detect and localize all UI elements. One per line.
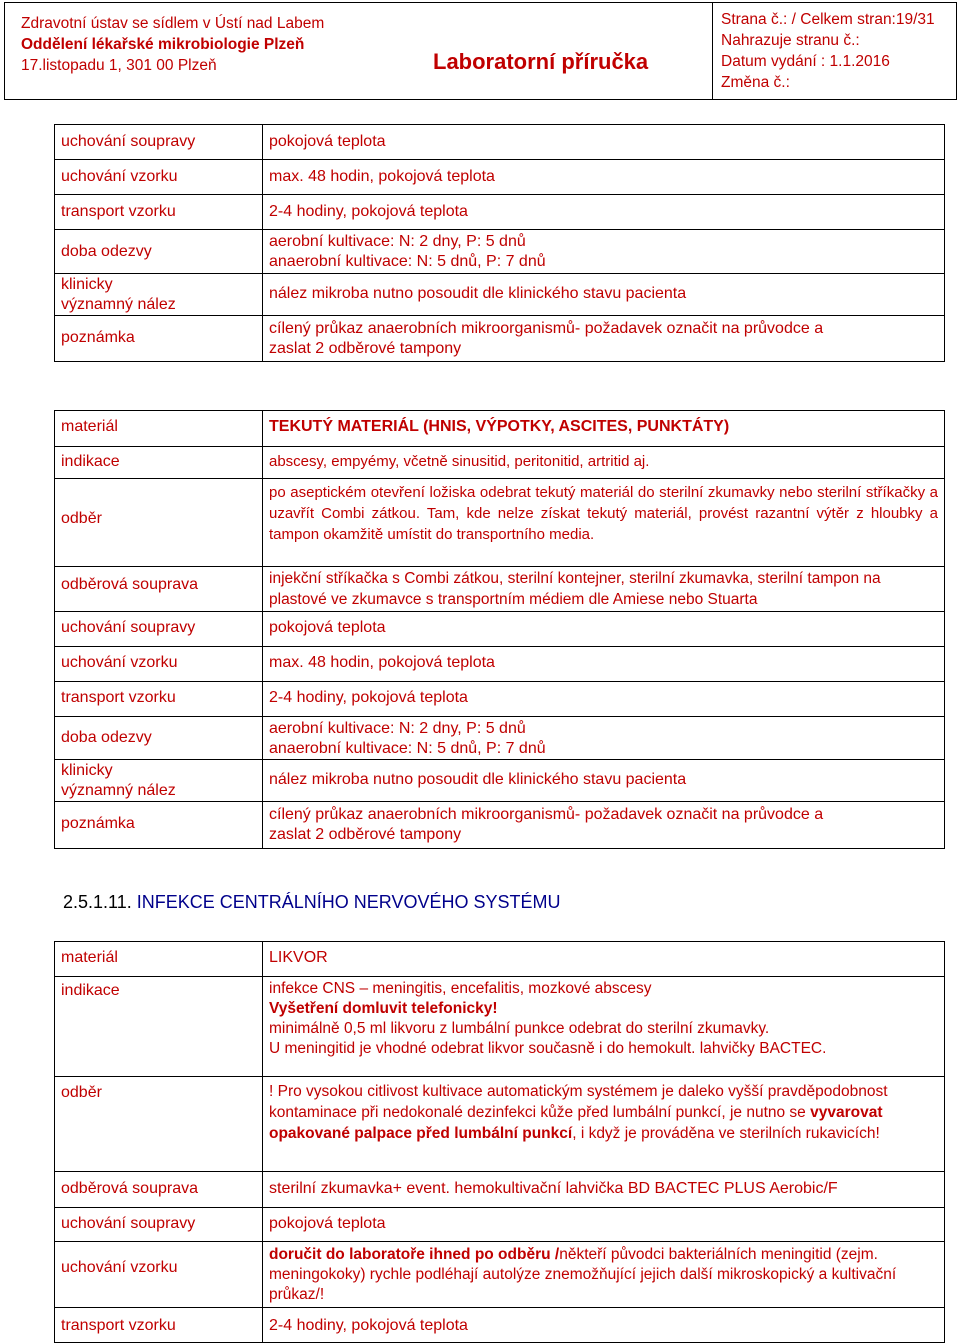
warning-text: , i když je prováděna ve sterilních rukavicích! — [572, 1125, 880, 1142]
table-row — [55, 760, 945, 802]
table-row — [55, 1308, 945, 1343]
table-row — [55, 717, 945, 760]
material-title: LIKVOR — [263, 942, 945, 977]
row-label-line: významný nález — [61, 782, 176, 799]
note-line: zaslat 2 odběrové tampony — [269, 340, 462, 357]
collection-line: U meningitid je vhodné odebrat likvor současně i do hemokult. lahvičky BACTEC. — [269, 1040, 827, 1057]
warning-emphasis: vyvarovat opakované palpace před lumbální punkcí — [269, 1104, 883, 1142]
row-label: indikace — [55, 977, 263, 1077]
row-label: odběrová souprava — [55, 1172, 263, 1208]
row-value — [263, 717, 945, 760]
row-value — [263, 230, 945, 274]
department-name: Oddělení lékařské mikrobiologie Plzeň — [21, 36, 305, 53]
row-label: uchování vzorku — [55, 647, 263, 682]
row-value: po aseptickém otevření ložiska odebrat tekutý materiál do sterilní zkumavky nebo sterilní stříkačky a uzavřít Combi zátkou. Tam, kde nelze získat tekutý materiál, provést razantní výtěr z hloubky a tampon okamžitě umístit do transportního media. — [263, 479, 945, 567]
row-value — [263, 1077, 945, 1172]
issue-date: Datum vydání : 1.1.2016 — [721, 53, 890, 70]
table-row — [55, 1077, 945, 1172]
replaces-page: Nahrazuje stranu č.: — [721, 32, 860, 49]
table-row — [55, 647, 945, 682]
row-value — [263, 1242, 945, 1308]
row-label-line: klinicky — [61, 762, 113, 779]
row-label: transport vzorku — [55, 682, 263, 717]
row-label: uchování soupravy — [55, 125, 263, 160]
row-value — [263, 977, 945, 1077]
row-label: indikace — [55, 447, 263, 479]
table-row — [55, 274, 945, 316]
table-row — [55, 802, 945, 849]
row-value — [263, 316, 945, 362]
aerobic-response: aerobní kultivace: N: 2 dny, P: 5 dnů — [269, 720, 526, 737]
row-label: materiál — [55, 411, 263, 447]
row-label: transport vzorku — [55, 195, 263, 230]
row-label: uchování soupravy — [55, 612, 263, 647]
anaerobic-response: anaerobní kultivace: N: 5 dnů, P: 7 dnů — [269, 740, 546, 757]
section-number: 2.5.1.11. — [63, 892, 132, 912]
table-row — [55, 1172, 945, 1208]
change-number: Změna č.: — [721, 74, 790, 91]
section-heading — [63, 892, 561, 913]
delivery-note: někteří původci bakteriálních meningitid (zejm. meningokoky) rychle podléhají autolýze znemožňující jejich další mikroskopický a kultivační průkaz/! — [269, 1246, 897, 1303]
collection-line: minimálně 0,5 ml likvoru z lumbální punkce odebrat do sterilní zkumavky. — [269, 1020, 770, 1037]
row-label: doba odezvy — [55, 717, 263, 760]
row-label: odběr — [55, 1077, 263, 1172]
table-row — [55, 479, 945, 567]
row-label — [55, 760, 263, 802]
table-row — [55, 567, 945, 612]
note-line: zaslat 2 odběrové tampony — [269, 826, 462, 843]
table-row — [55, 447, 945, 479]
table-row — [55, 1208, 945, 1242]
row-label: uchování soupravy — [55, 1208, 263, 1242]
table-row — [55, 230, 945, 274]
table-row — [55, 612, 945, 647]
specimen-table-csf — [54, 941, 945, 1343]
row-value: 2-4 hodiny, pokojová teplota — [263, 1308, 945, 1343]
table-row — [55, 1242, 945, 1308]
table-row — [55, 942, 945, 977]
specimen-table-continued — [54, 124, 945, 362]
aerobic-response: aerobní kultivace: N: 2 dny, P: 5 dnů — [269, 233, 526, 250]
anaerobic-response: anaerobní kultivace: N: 5 dnů, P: 7 dnů — [269, 253, 546, 270]
table-row — [55, 682, 945, 717]
row-label: odběrová souprava — [55, 567, 263, 612]
row-label-line: významný nález — [61, 296, 176, 313]
table-row — [55, 125, 945, 160]
table-row — [55, 316, 945, 362]
row-label-line: klinicky — [61, 276, 113, 293]
page-header — [4, 2, 957, 100]
row-value: injekční stříkačka s Combi zátkou, sterilní kontejner, sterilní zkumavka, sterilní tampon na plastové ve zkumavce s transportním médiem dle Amiese nebo Stuarta — [263, 567, 945, 612]
header-divider — [712, 3, 713, 99]
delivery-instruction: doručit do laboratoře ihned po odběru / — [269, 1246, 560, 1263]
org-block — [21, 13, 324, 76]
warning-text: ! Pro vysokou citlivost kultivace automatickým systémem je daleko vyšší pravděpodobnost kontaminace při nedokonalé dezinfekci kůže před lumbální punkcí, je nutno se — [269, 1083, 888, 1121]
indication-line: infekce CNS – meningitis, encefalitis, mozkové abscesy — [269, 980, 652, 997]
note-line: cílený průkaz anaerobních mikroorganismů- požadavek označit na průvodce a — [269, 806, 824, 823]
phone-notice: Vyšetření domluvit telefonicky! — [269, 1000, 498, 1017]
row-label: materiál — [55, 942, 263, 977]
table-row — [55, 411, 945, 447]
row-value: nález mikroba nutno posoudit dle klinického stavu pacienta — [263, 274, 945, 316]
row-value: pokojová teplota — [263, 125, 945, 160]
row-label: uchování vzorku — [55, 160, 263, 195]
row-value: max. 48 hodin, pokojová teplota — [263, 647, 945, 682]
row-label: transport vzorku — [55, 1308, 263, 1343]
row-value: abscesy, empyémy, včetně sinusitid, peritonitid, artritid aj. — [263, 447, 945, 479]
material-title: TEKUTÝ MATERIÁL (HNIS, VÝPOTKY, ASCITES, PUNKTÁTY) — [263, 411, 945, 447]
row-label: doba odezvy — [55, 230, 263, 274]
table-row — [55, 977, 945, 1077]
document-title: Laboratorní příručka — [433, 49, 649, 74]
row-label: poznámka — [55, 802, 263, 849]
table-row — [55, 195, 945, 230]
page-info: Strana č.: / Celkem stran:19/31 — [721, 11, 935, 28]
table-row — [55, 160, 945, 195]
row-label: poznámka — [55, 316, 263, 362]
row-value: pokojová teplota — [263, 612, 945, 647]
row-value: 2-4 hodiny, pokojová teplota — [263, 195, 945, 230]
row-value: nález mikroba nutno posoudit dle klinického stavu pacienta — [263, 760, 945, 802]
row-value — [263, 802, 945, 849]
row-label: odběr — [55, 479, 263, 567]
row-label: uchování vzorku — [55, 1242, 263, 1308]
row-value: 2-4 hodiny, pokojová teplota — [263, 682, 945, 717]
section-title: INFEKCE CENTRÁLNÍHO NERVOVÉHO SYSTÉMU — [136, 892, 561, 912]
row-label — [55, 274, 263, 316]
org-name: Zdravotní ústav se sídlem v Ústí nad Labem — [21, 15, 325, 32]
row-value: pokojová teplota — [263, 1208, 945, 1242]
note-line: cílený průkaz anaerobních mikroorganismů- požadavek označit na průvodce a — [269, 320, 824, 337]
document-meta — [721, 9, 935, 93]
row-value: sterilní zkumavka+ event. hemokultivační lahvička BD BACTEC PLUS Aerobic/F — [263, 1172, 945, 1208]
org-address: 17.listopadu 1, 301 00 Plzeň — [21, 57, 217, 74]
specimen-table-fluid — [54, 410, 945, 849]
row-value: max. 48 hodin, pokojová teplota — [263, 160, 945, 195]
